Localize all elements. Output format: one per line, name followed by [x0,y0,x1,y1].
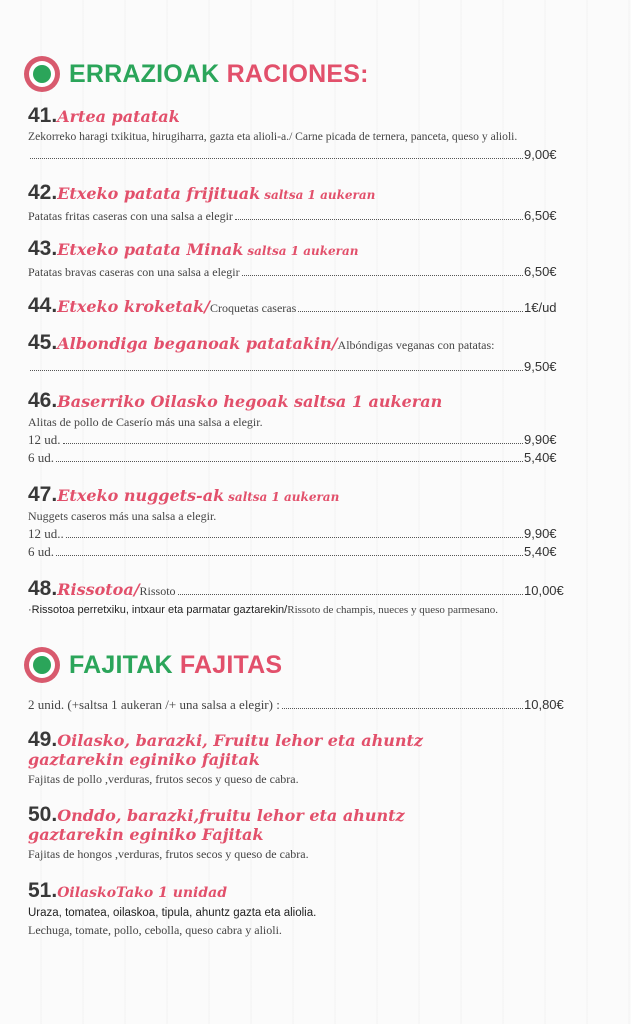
dot-leader [282,708,523,709]
item-detail-eu: ·Rissotoa perretxiku, intxaur eta parmatar gaztarekin/ [28,604,288,616]
option-price: 5,40€ [524,544,557,559]
item-price: 6,50€ [524,208,557,223]
item-price: 9,50€ [524,359,557,374]
item-price: 6,50€ [524,264,557,279]
option-label: 12 ud.. [28,526,64,541]
item-description: Croquetas caseras [209,301,297,315]
menu-item-47: 47. Etxeko nuggets-ak saltsa 1 aukeran Nuggets caseros más una salsa a elegir. 12 ud.. 9,90€ 6 ud. 5,40€ [28,483,608,560]
item-name: Etxeko kroketak/ [57,297,210,316]
dot-leader [30,158,523,159]
option-label: 6 ud. [28,544,54,559]
item-description: Zekorreko haragi txikitua, hirugiharra, gazta eta alioli-a./ Carne picada de ternera, panceta, queso y alioli. [28,130,518,143]
item-price: 9,00€ [524,147,557,162]
item-description: Patatas bravas caseras con una salsa a elegir [28,265,240,279]
item-description: Alitas de pollo de Caserío más una salsa a elegir. [28,415,263,429]
item-price: 10,80€ [524,697,564,712]
item-variant: saltsa 1 aukeran [264,188,376,202]
dot-leader [178,594,523,595]
menu-item-44: 44. Etxeko kroketak/ Croquetas caseras 1€/ud [28,294,608,318]
item-description: Nuggets caseros más una salsa a elegir. [28,509,217,523]
option-label: 6 ud. [28,450,54,465]
option-price: 9,90€ [524,526,557,541]
item-name: Etxeko nuggets-ak [57,486,225,505]
item-description-eu: Uraza, tomatea, oilaskoa, tipula, ahuntz gazta eta alioli​a. [28,907,317,919]
menu-item-43: 43. Etxeko patata Minak saltsa 1 aukeran Patatas bravas caseras con una salsa a elegir 6,50€ [28,237,608,280]
item-name: Etxeko patata frijituak [57,184,261,203]
option-price: 9,90€ [524,432,557,447]
section-title: FAJITAK FAJITAS [69,650,283,679]
item-name-line2: gaztarekin eginiko fajitak [28,750,260,769]
fajita-price-line [28,697,608,713]
circle-badge-icon [24,647,60,683]
menu-item-51: 51. OilaskoTako 1 unidad Uraza, tomatea, oilaskoa, tipula, ahuntz gazta eta alioli​a. Lechuga, tomate, pollo, cebolla, queso cabra y alioli. [28,879,608,938]
item-name: Artea patatak [57,107,180,126]
menu-item-50: 50. Onddo, barazki,fruitu lehor eta ahuntz gaztarekin eginiko Fajitak Fajitas de hongos ,verduras, frutos secos y queso de cabra. [28,803,608,862]
item-detail-es: Rissoto de champis, nueces y queso parmesano. [287,604,499,616]
item-name: Onddo, barazki,fruitu lehor eta ahuntz [57,806,405,825]
dot-leader [235,219,523,220]
item-description: Fajitas de pollo ,verduras, frutos secos y queso de cabra. [28,772,299,786]
item-name: Etxeko patata Minak [57,240,244,259]
item-name: OilaskoTako 1 unidad [57,885,228,901]
item-name: Albondiga beganoak patatakin/ [57,334,338,353]
item-description: Patatas fritas caseras con una salsa a elegir [28,209,233,223]
menu-item-48: 48. Rissotoa/ Rissoto 10,00€ ·Rissotoa perretxiku, intxaur eta parmatar gaztarekin/ Rissoto de champis, nueces y queso parmesano. [28,577,608,616]
dot-leader [30,370,523,371]
item-name: Baserriko Oilasko hegoak saltsa 1 aukeran [57,392,443,411]
menu-item-41: 41. Artea patatak Zekorreko haragi txikitua, hirugiharra, gazta eta alioli-a./ Carne picada de ternera, panceta, queso y alioli. 9,00€ [28,104,608,163]
section-header-fajitas [24,647,282,683]
menu-item-45: 45. Albondiga beganoak patatakin/ Albóndigas veganas con patatas: 9,50€ [28,331,608,375]
item-price: 1€/ud [524,300,557,315]
section-title: ERRAZIOAK RACIONES: [69,59,369,88]
item-description: Fajitas de hongos ,verduras, frutos secos y queso de cabra. [28,847,309,861]
circle-badge-icon [24,56,60,92]
dot-leader [63,443,524,444]
item-variant: saltsa 1 aukeran [247,244,359,258]
item-price: 10,00€ [524,583,564,598]
dot-leader [56,461,523,462]
menu-item-42: 42. Etxeko patata frijituak saltsa 1 aukeran Patatas fritas caseras con una salsa a elegir 6,50€ [28,181,608,224]
option-label: 12 ud. [28,432,61,447]
dot-leader [56,555,523,556]
item-name: Oilasko, barazki, Fruitu lehor eta ahuntz [57,731,423,750]
section-header-raciones [24,56,369,92]
item-description: Albóndigas veganas con patatas: [337,338,495,352]
menu-item-49: 49. Oilasko, barazki, Fruitu lehor eta ahuntz gaztarekin eginiko fajitak Fajitas de pollo ,verduras, frutos secos y queso de cabra. [28,728,608,787]
item-variant: saltsa 1 aukeran [228,490,340,504]
item-name: Rissotoa/ [57,580,140,599]
item-name-line2: gaztarekin eginiko Fajitak [28,825,264,844]
menu-item-46: 46. Baserriko Oilasko hegoak saltsa 1 aukeran Alitas de pollo de Caserío más una salsa a elegir. 12 ud. 9,90€ 6 ud. 5,40€ [28,389,608,466]
price-line-label: 2 unid. (+saltsa 1 aukeran /+ una salsa a elegir) : [28,697,280,712]
dot-leader [298,311,523,312]
dot-leader [242,275,523,276]
dot-leader [66,537,523,538]
item-description-es: Lechuga, tomate, pollo, cebolla, queso cabra y alioli. [28,923,282,937]
item-description: Rissoto [139,584,176,598]
option-price: 5,40€ [524,450,557,465]
